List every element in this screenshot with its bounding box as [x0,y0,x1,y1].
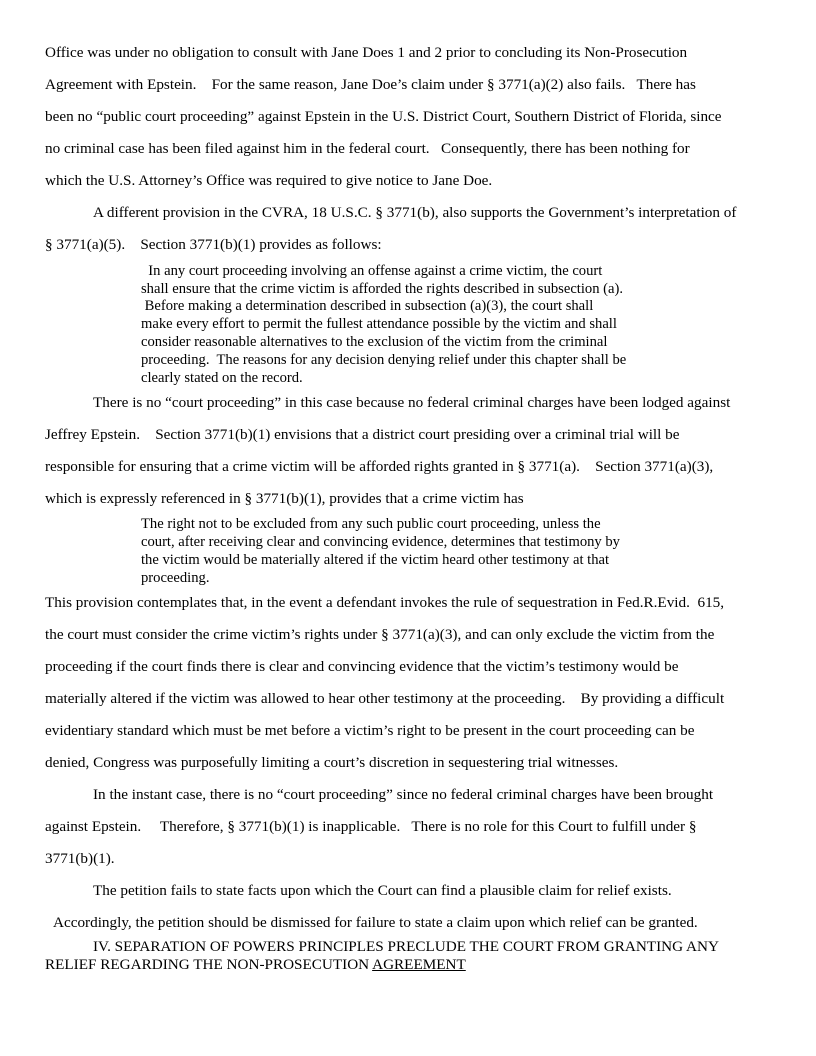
quote-line: consider reasonable alternatives to the exclusion of the victim from the criminal [141,334,608,350]
quote-line: proceeding. [141,570,210,586]
text-line: § 3771(a)(5). Section 3771(b)(1) provides as follows: [45,236,382,253]
text-line: denied, Congress was purposefully limiting a court’s discretion in sequestering trial witnesses. [45,754,619,771]
quote-line: court, after receiving clear and convincing evidence, determines that testimony by [141,534,620,550]
text-line: no criminal case has been filed against him in the federal court. Consequently, there has been nothing for [45,140,690,157]
quote-line: shall ensure that the crime victim is afforded the rights described in subsection (a). [141,281,623,297]
text-line: been no “public court proceeding” against Epstein in the U.S. District Court, Southern District of Florida, since [45,108,722,125]
quote-line: clearly stated on the record. [141,370,303,386]
text-line: which the U.S. Attorney’s Office was required to give notice to Jane Doe. [45,172,493,189]
heading-underlined-text: AGREEMENT [372,956,466,973]
text-line: Agreement with Epstein. For the same reason, Jane Doe’s claim under § 3771(a)(2) also fails. There has [45,76,696,93]
text-line: responsible for ensuring that a crime victim will be afforded rights granted in § 3771(a). Section 3771(a)(3), [45,458,714,475]
text-line: There is no “court proceeding” in this case because no federal criminal charges have been lodged against [93,394,731,411]
text-line: This provision contemplates that, in the event a defendant invokes the rule of sequestration in Fed.R.Evid. 615, [45,594,725,611]
quote-line: make every effort to permit the fullest attendance possible by the victim and shall [141,316,617,332]
quote-line: proceeding. The reasons for any decision denying relief under this chapter shall be [141,352,627,368]
text-line: A different provision in the CVRA, 18 U.S.C. § 3771(b), also supports the Government’s interpretation of [93,204,737,221]
text-line: evidentiary standard which must be met before a victim’s right to be present in the court proceeding can be [45,722,695,739]
text-line: 3771(b)(1). [45,850,115,867]
heading-text: RELIEF REGARDING THE NON-PROSECUTION [45,956,373,973]
quote-line: Before making a determination described in subsection (a)(3), the court shall [141,298,594,314]
text-line: materially altered if the victim was allowed to hear other testimony at the proceeding. By providing a difficult [45,690,725,707]
text-line: Accordingly, the petition should be dismissed for failure to state a claim upon which relief can be granted. [53,914,698,931]
quote-line: The right not to be excluded from any such public court proceeding, unless the [141,516,601,532]
heading-line [45,956,466,974]
text-line: against Epstein. Therefore, § 3771(b)(1) is inapplicable. There is no role for this Court to fulfill under § [45,818,697,835]
quote-line: In any court proceeding involving an offense against a crime victim, the court [141,263,603,279]
heading-line: IV. SEPARATION OF POWERS PRINCIPLES PRECLUDE THE COURT FROM GRANTING ANY [93,938,719,955]
text-line: which is expressly referenced in § 3771(b)(1), provides that a crime victim has [45,490,524,507]
text-line: Office was under no obligation to consult with Jane Does 1 and 2 prior to concluding its Non-Prosecution [45,44,688,61]
text-line: Jeffrey Epstein. Section 3771(b)(1) envisions that a district court presiding over a criminal trial will be [45,426,680,443]
quote-line: the victim would be materially altered if the victim heard other testimony at that [141,552,610,568]
text-line: The petition fails to state facts upon which the Court can find a plausible claim for relief exists. [93,882,672,899]
text-line: proceeding if the court finds there is clear and convincing evidence that the victim’s testimony would be [45,658,679,675]
text-line: the court must consider the crime victim’s rights under § 3771(a)(3), and can only exclude the victim from the [45,626,715,643]
text-line: In the instant case, there is no “court proceeding” since no federal criminal charges have been brought [93,786,714,803]
